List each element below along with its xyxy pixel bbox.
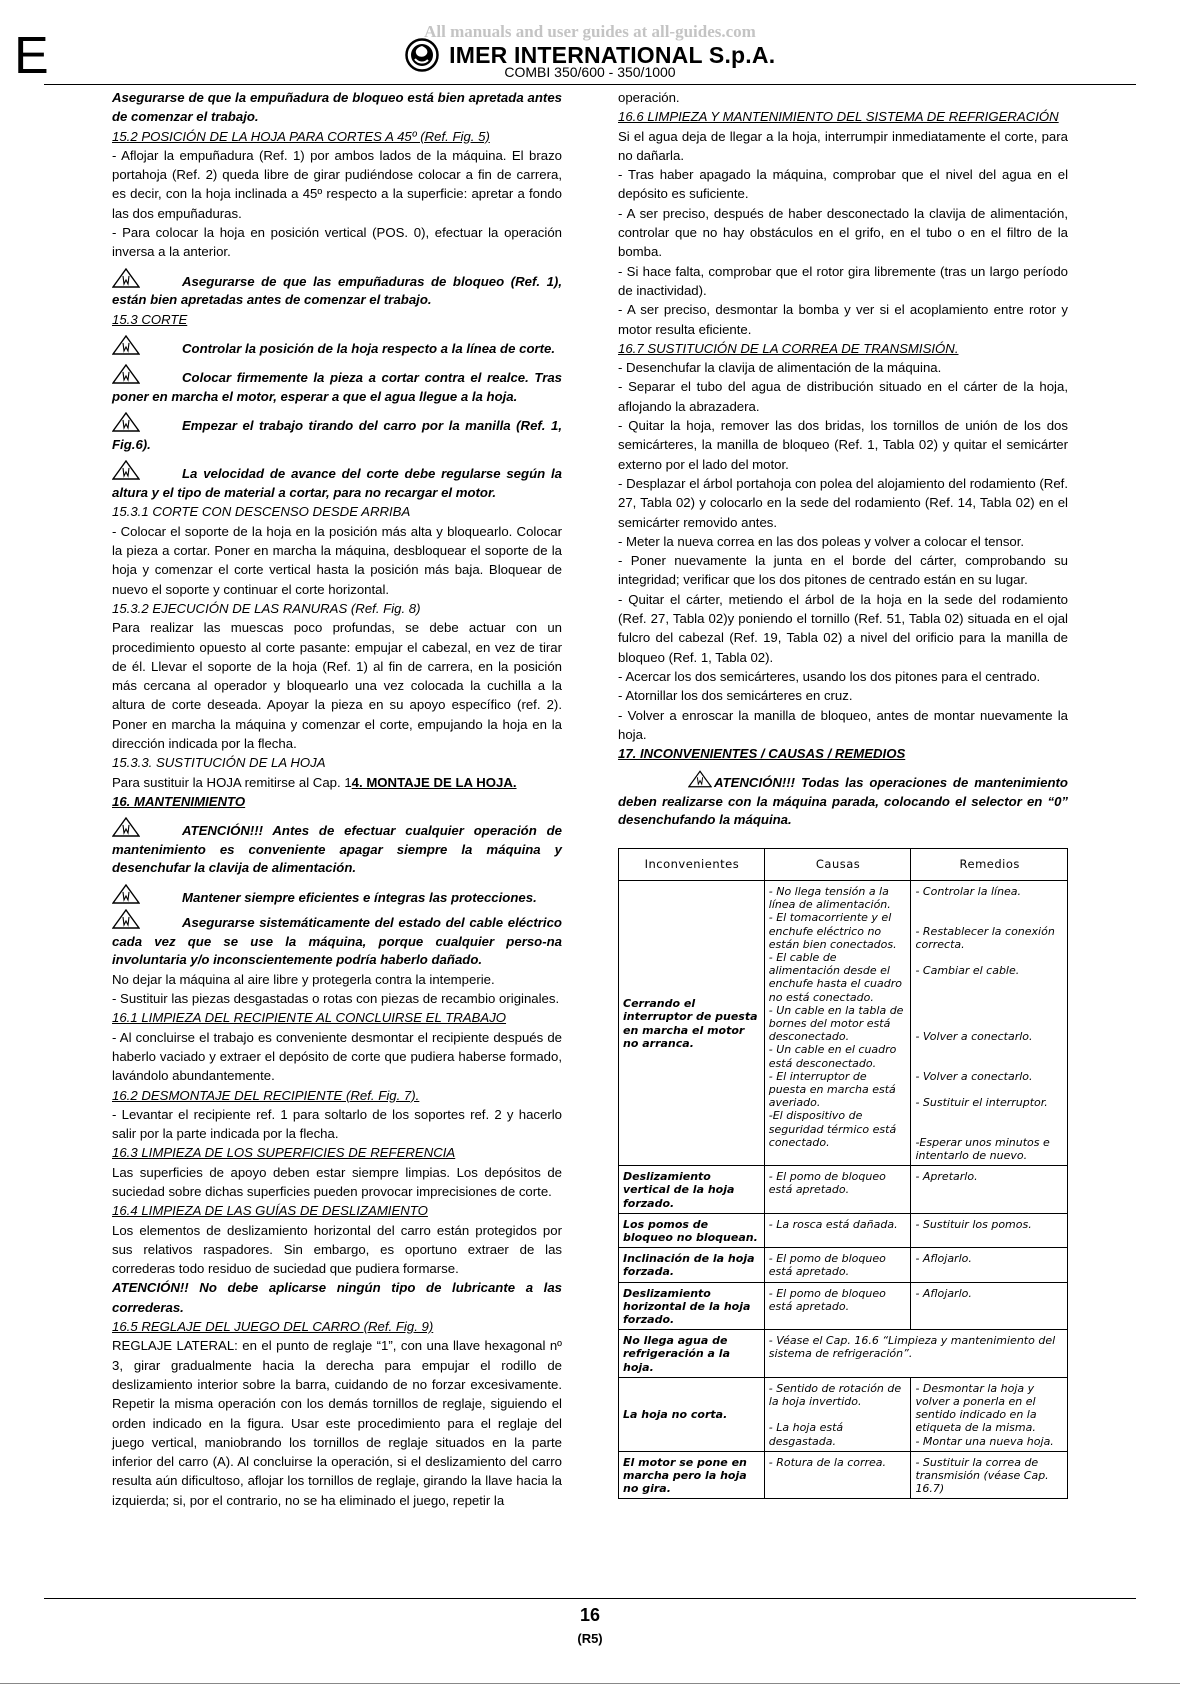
warning-text: Asegurarse de que las empuñaduras de bloqueo (Ref. 1), están bien apretadas antes de comenzar el trabajo. bbox=[112, 273, 562, 308]
paragraph: - A ser preciso, después de haber desconectado la clavija de alimentación, controlar que no hay obstáculos en el grifo, en el tubo o en el filtro de la bomba. bbox=[618, 205, 1068, 260]
remedy-text: - Montar una nueva hoja. bbox=[915, 1434, 1054, 1448]
cause-cell: - Véase el Cap. 16.6 “Limpieza y mantenimiento del sistema de refrigeración”. bbox=[764, 1330, 1067, 1378]
cause-text: - Un cable en el cuadro está desconectado. bbox=[768, 1043, 897, 1070]
section-heading: 16.4 LIMPIEZA DE LAS GUÍAS DE DESLIZAMIENTO bbox=[112, 1203, 428, 1219]
table-row bbox=[619, 881, 1068, 1166]
warning-icon bbox=[688, 769, 712, 789]
remedy-text: - Restablecer la conexión correcta. bbox=[915, 924, 1055, 951]
problem-cell: El motor se pone en marcha pero la hoja no gira. bbox=[619, 1451, 765, 1499]
section-heading: 16.2 DESMONTAJE DEL RECIPIENTE (Ref. Fig. 7). bbox=[112, 1087, 420, 1103]
language-letter: E bbox=[14, 27, 49, 85]
section-heading: 15.3 CORTE bbox=[112, 311, 188, 327]
warning-icon bbox=[112, 460, 140, 480]
section-heading: 16.6 LIMPIEZA Y MANTENIMIENTO DEL SISTEMA DE REFRIGERACIÓN bbox=[618, 109, 1059, 125]
cause-cell: - El pomo de bloqueo está apretado. bbox=[764, 1248, 911, 1282]
section-heading: 15.2 POSICIÓN DE LA HOJA PARA CORTES A 45º (Ref. Fig. 5) bbox=[112, 128, 490, 144]
remedy-text: - Desmontar la hoja y volver a ponerla en el sentido indicado en la etiqueta de la misma. bbox=[915, 1381, 1037, 1435]
paragraph: - Aflojar la empuñadura (Ref. 1) por ambos lados de la máquina. El brazo portahoja (Ref. 2) queda libre de girar pudiéndose colocar a fin de carrera, es decir, con la hoja inclinada a 45º respecto a la superficie: apretar a fondo las dos empuñaduras. bbox=[112, 147, 562, 221]
right-column bbox=[618, 88, 1068, 830]
watermark: All manuals and user guides at all-guides.com bbox=[424, 22, 756, 41]
warning-icon bbox=[112, 268, 140, 288]
remedy-text: - Cambiar el cable. bbox=[915, 964, 1020, 978]
paragraph: - Acercar los dos semicárteres, usando los dos pitones para el centrado. bbox=[618, 668, 1041, 684]
paragraph: - Separar el tubo del agua de distribución situado en el cárter de la hoja, aflojando la abrazadera. bbox=[618, 379, 1068, 414]
paragraph: operación. bbox=[618, 90, 680, 105]
warning-note bbox=[112, 412, 562, 454]
section-heading: 16.5 REGLAJE DEL JUEGO DEL CARRO (Ref. Fig. 9) bbox=[112, 1319, 434, 1335]
cause-cell bbox=[764, 1377, 911, 1451]
paragraph: - Si hace falta, comprobar que el rotor gira libremente (tras un largo período de inactividad). bbox=[618, 263, 1068, 298]
problem-cell: No llega agua de refrigeración a la hoja. bbox=[619, 1330, 765, 1378]
paragraph: ATENCIÓN!! No debe aplicarse ningún tipo de lubricante a las correderas. bbox=[112, 1280, 562, 1315]
warning-text: Asegurarse sistemáticamente del estado del cable eléctrico cada vez que se use la máquina, porque cualquier perso-na involuntaria y/o inconscientemente podría haberlo dañado. bbox=[112, 915, 562, 968]
paragraph: - Sustituir las piezas desgastadas o rotas con piezas de recambio originales. bbox=[112, 991, 560, 1007]
header-rule bbox=[44, 84, 1136, 85]
warning-note bbox=[112, 817, 562, 878]
cause-cell bbox=[764, 881, 911, 1166]
remedy-cell: - Sustituir la correa de transmisión (véase Cap. 16.7) bbox=[911, 1451, 1068, 1499]
paragraph: Los elementos de deslizamiento horizontal del carro están protegidos por sus relativos raspadores. Sin embargo, es oportuno extraer de las correderas todo residuo de suciedad que pudiera formarse. bbox=[112, 1222, 562, 1277]
cause-text: -El dispositivo de seguridad térmico está conectado. bbox=[768, 1109, 897, 1149]
warning-note bbox=[618, 769, 1068, 830]
paragraph: - Meter la nueva correa en las dos poleas y volver a colocar el tensor. bbox=[618, 533, 1025, 549]
warning-text: Controlar la posición de la hoja respecto a la línea de corte. bbox=[182, 340, 556, 356]
warning-icon bbox=[112, 909, 140, 929]
remedy-text: -Esperar unos minutos e intentarlo de nuevo. bbox=[915, 1135, 1050, 1162]
cause-text: - Un cable en la tabla de bornes del motor está desconectado. bbox=[768, 1003, 904, 1044]
column-header: Remedios bbox=[911, 849, 1068, 881]
paragraph: Las superficies de apoyo deben estar siempre limpias. Los depósitos de suciedad sobre dichas superficies pueden provocar imprecisiones de corte. bbox=[112, 1164, 562, 1199]
table-row bbox=[619, 1330, 1068, 1378]
cause-text: - La hoja está desgastada. bbox=[768, 1421, 844, 1448]
remedy-cell bbox=[911, 881, 1068, 1166]
remedy-cell: - Sustituir los pomos. bbox=[911, 1213, 1068, 1247]
cause-cell: - El pomo de bloqueo está apretado. bbox=[764, 1282, 911, 1330]
company-name: IMER INTERNATIONAL S.p.A. bbox=[449, 41, 776, 68]
troubleshooting-table bbox=[618, 848, 1068, 1499]
warning-icon bbox=[112, 412, 140, 432]
cause-text: - El interruptor de puesta en marcha está averiado. bbox=[768, 1069, 896, 1110]
cause-cell: - El pomo de bloqueo está apretado. bbox=[764, 1166, 911, 1214]
left-column bbox=[112, 88, 562, 1510]
paragraph: - Para colocar la hoja en posición vertical (POS. 0), efectuar la operación inversa a la anterior. bbox=[112, 225, 562, 260]
paragraph: - Tras haber apagado la máquina, comprobar que el nivel del agua en el depósito es suficiente. bbox=[618, 167, 1068, 202]
paragraph bbox=[112, 773, 562, 792]
remedy-cell: - Aflojarlo. bbox=[911, 1282, 1068, 1330]
paragraph: - Volver a enroscar la manilla de bloqueo, antes de montar nuevamente la hoja. bbox=[618, 707, 1068, 742]
cause-text: - El cable de alimentación desde el enchufe hasta el cuadro no está conectado. bbox=[768, 951, 902, 1004]
remedy-cell: - Aflojarlo. bbox=[911, 1248, 1068, 1282]
warning-text: ATENCIÓN!!! Antes de efectuar cualquier operación de mantenimiento es conveniente apagar siempre la máquina y desenchufar la clavija de alimentación. bbox=[112, 823, 562, 876]
problem-cell: La hoja no corta. bbox=[619, 1377, 765, 1451]
warning-text: Colocar firmemente la pieza a cortar contra el realce. Tras poner en marcha el motor, esperar a que el agua llegue a la hoja. bbox=[112, 370, 562, 404]
paragraph: Para realizar las muescas poco profundas, se debe actuar con un procedimiento opuesto al corte pasante: empujar el cabezal, en vez de tirar de él. Llevar el soporte de la hoja (Ref. 1) al fin de carrera, en la posición más cercana al operador y bloquearlo una vez colocada la cuchilla a la altura de corte deseada. Apoyar la pieza en su apoyo específico (ref. 2). Poner en marcha la máquina y comenzar el corte, empujando la hoja en la dirección indicada por la flecha. bbox=[112, 620, 562, 752]
remedy-text: - Controlar la línea. bbox=[915, 885, 1022, 898]
cause-text: - El tomacorriente y el enchufe eléctrico no están bien conectados. bbox=[768, 911, 897, 951]
warning-icon bbox=[112, 364, 140, 384]
table-row bbox=[619, 1377, 1068, 1451]
column-header: Causas bbox=[764, 849, 911, 881]
page-edge-rule bbox=[0, 1683, 1180, 1684]
section-heading: 15.3.1 CORTE CON DESCENSO DESDE ARRIBA bbox=[112, 504, 411, 520]
problem-cell: Inclinación de la hoja forzada. bbox=[619, 1248, 765, 1282]
section-heading: 15.3.3. SUSTITUCIÓN DE LA HOJA bbox=[112, 755, 326, 771]
warning-text: Empezar el trabajo tirando del carro por la manilla (Ref. 1, Fig.6). bbox=[112, 418, 562, 452]
warning-icon bbox=[112, 817, 140, 837]
paragraph: - Levantar el recipiente ref. 1 para soltarlo de los soportes ref. 2 y hacerlo salir por la parte indicada por la flecha. bbox=[112, 1106, 562, 1142]
section-heading: 16.1 LIMPIEZA DEL RECIPIENTE AL CONCLUIRSE EL TRABAJO bbox=[112, 1010, 507, 1026]
problem-cell: Cerrando el interruptor de puesta en marcha el motor no arranca. bbox=[619, 881, 765, 1166]
section-heading: 16.3 LIMPIEZA DE LOS SUPERFICIES DE REFERENCIA bbox=[112, 1145, 456, 1161]
paragraph-text: Para sustituir la HOJA remitirse al Cap. 1 bbox=[112, 774, 352, 790]
warning-text: Mantener siempre eficientes e íntegras las protecciones. bbox=[182, 889, 537, 905]
paragraph: - Colocar el soporte de la hoja en la posición más alta y bloquearlo. Colocar la pieza a cortar. Poner en marcha la máquina, desbloquear el soporte de la hoja y comenzar el corte vertical hasta la posición más baja. Bloquear de nuevo el soporte y continuar el corte horizontal. bbox=[112, 523, 562, 597]
warning-note bbox=[112, 268, 562, 310]
problem-cell: Los pomos de bloqueo no bloquean. bbox=[619, 1213, 765, 1247]
chapter-heading: 16. MANTENIMIENTO bbox=[112, 793, 246, 809]
paragraph: No dejar la máquina al aire libre y protegerla contra la intemperie. bbox=[112, 971, 495, 987]
table-row bbox=[619, 1213, 1068, 1247]
warning-text: ATENCIÓN!!! Todas las operaciones de mantenimiento deben realizarse con la máquina parada, colocando el selector en “0” desenchufando la máquina. bbox=[618, 775, 1068, 828]
paragraph: - Desenchufar la clavija de alimentación de la máquina. bbox=[618, 360, 942, 376]
revision-label: (R5) bbox=[577, 1631, 603, 1646]
paragraph: - Atornillar los dos semicárteres en cruz. bbox=[618, 688, 853, 704]
paragraph: Si el agua deja de llegar a la hoja, interrumpir inmediatamente el corte, para no dañarla. bbox=[618, 128, 1068, 163]
footer-rule bbox=[44, 1598, 1136, 1599]
column-header: Inconvenientes bbox=[619, 849, 765, 881]
warning-note bbox=[112, 909, 562, 970]
remedy-text: - Sustituir el interruptor. bbox=[915, 1096, 1048, 1110]
warning-note bbox=[112, 460, 562, 502]
problem-cell: Deslizamiento horizontal de la hoja forzado. bbox=[619, 1282, 765, 1330]
paragraph: - Quitar el cárter, metiendo el árbol de la hoja en la sede del rodamiento (Ref. 27, Tabla 02)y poniendo el tornillo (Ref. 51, Tabla 02) situada en el ojal fulcro del cabezal (Ref. 19, Tabla 02) a nivel del orificio para la manilla de bloqueo (Ref. 1, Tabla 02). bbox=[618, 591, 1068, 665]
problem-cell: Deslizamiento vertical de la hoja forzado. bbox=[619, 1166, 765, 1214]
table-header-row bbox=[619, 849, 1068, 881]
paragraph: - Poner nuevamente la junta en el borde del cárter, comprobando su integridad; verificar que los dos pitones de centrado están en su lugar. bbox=[618, 553, 1068, 588]
table-row bbox=[619, 1451, 1068, 1499]
paragraph: - Al concluirse el trabajo es conveniente desmontar el recipiente después de haberlo vaciado y extraer el depósito de corte que pudiera haberse formado, lavándolo abundantemente. bbox=[112, 1029, 562, 1084]
cause-text: - Sentido de rotación de la hoja invertido. bbox=[768, 1381, 902, 1409]
remedy-text: - Volver a conectarlo. bbox=[915, 1030, 1033, 1044]
paragraph: Asegurarse de que la empuñadura de bloqueo está bien apretada antes de comenzar el trabajo. bbox=[112, 90, 562, 125]
warning-note bbox=[112, 884, 562, 908]
paragraph: - A ser preciso, desmontar la bomba y ver si el acoplamiento entre rotor y motor resulta eficiente. bbox=[618, 302, 1068, 337]
table-row bbox=[619, 1282, 1068, 1330]
section-heading: 15.3.2 EJECUCIÓN DE LAS RANURAS (Ref. Fig. 8) bbox=[112, 600, 421, 616]
table-row bbox=[619, 1248, 1068, 1282]
cause-cell: - La rosca está dañada. bbox=[764, 1213, 911, 1247]
paragraph: - Desplazar el árbol portahoja con polea del alojamiento del rodamiento (Ref. 27, Tabla 02) y colocarlo en la sede del rodamiento (Ref. 14, Tabla 02) en el semicárter removido antes. bbox=[618, 475, 1068, 530]
cause-cell: - Rotura de la correa. bbox=[764, 1451, 911, 1499]
remedy-text: - Volver a conectarlo. bbox=[915, 1069, 1033, 1083]
warning-note bbox=[112, 364, 562, 406]
warning-icon bbox=[112, 335, 140, 355]
paragraph: REGLAJE LATERAL: en el punto de reglaje “1”, con una llave hexagonal nº 3, girar gradualmente hacia la derecha para empujar el rodillo de deslizamiento interior sobre la barra, cuidando de no forzar excesivamente. Repetir la misma operación con los demás tornillos de reglaje, siguiendo el orden indicado en la figura. Usar este procedimiento para el reglaje del juego vertical, maniobrando los tornillos de reglaje situados en la parte inferior del carro (A). Al concluirse la operación, si el deslizamiento del carro resulta aún dificultoso, aflojar los tornillos de reglaje, girando la llave hacia la izquierda; si, por el contrario, no se ha eliminado el juego, repetir la bbox=[112, 1338, 562, 1508]
paragraph: - Quitar la hoja, remover las dos bridas, los tornillos de unión de los dos semicárteres, la manilla de bloqueo (Ref. 1, Tabla 02) y quitar el semicárter externo por el lado del motor. bbox=[618, 418, 1068, 472]
remedy-cell: - Apretarlo. bbox=[911, 1166, 1068, 1214]
model-name: COMBI 350/600 - 350/1000 bbox=[504, 64, 676, 80]
warning-text: La velocidad de avance del corte debe regularse según la altura y el tipo de material a cortar, para no recargar el motor. bbox=[112, 466, 562, 500]
page-number: 16 bbox=[579, 1605, 601, 1625]
section-heading: 16.7 SUSTITUCIÓN DE LA CORREA DE TRANSMISIÓN. bbox=[618, 340, 959, 356]
warning-icon bbox=[112, 884, 140, 904]
cause-text: - No llega tensión a la línea de alimentación. bbox=[768, 885, 891, 912]
warning-note bbox=[112, 335, 562, 359]
table-row bbox=[619, 1166, 1068, 1214]
remedy-cell bbox=[911, 1377, 1068, 1451]
chapter-reference: 4. MONTAJE DE LA HOJA. bbox=[351, 774, 517, 790]
chapter-heading: 17. INCONVENIENTES / CAUSAS / REMEDIOS bbox=[618, 746, 906, 762]
